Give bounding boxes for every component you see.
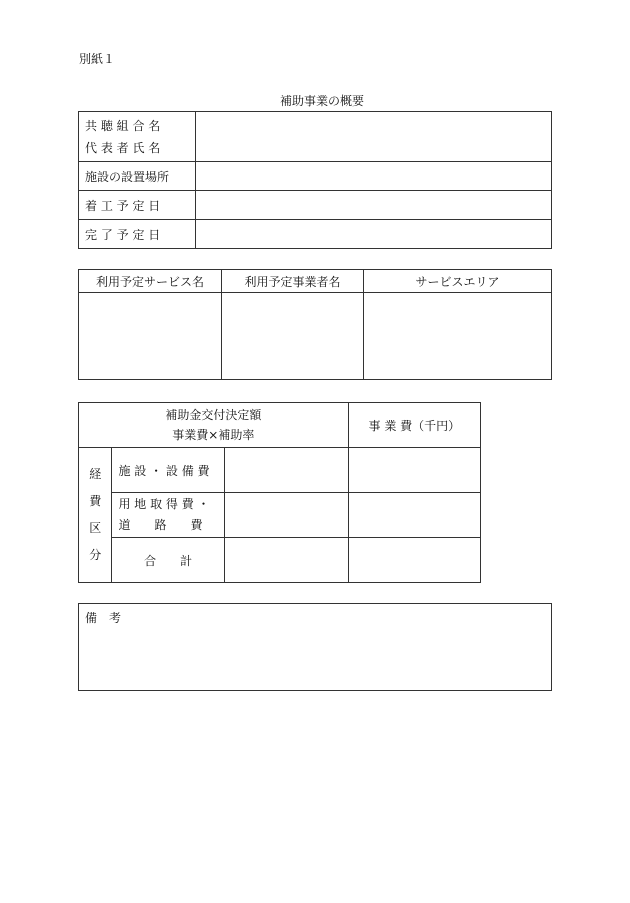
remarks-box[interactable]	[78, 603, 552, 691]
total-subsidy-value[interactable]	[224, 538, 348, 583]
land-subsidy-value[interactable]	[224, 493, 348, 538]
total-label: 合 計	[112, 538, 224, 583]
union-name-value[interactable]	[196, 112, 552, 162]
remarks-label: 備 考	[85, 611, 122, 625]
provider-name-value[interactable]	[222, 293, 364, 380]
category-char: 区	[89, 521, 102, 535]
completion-date-value[interactable]	[196, 220, 552, 249]
subsidy-header	[79, 403, 349, 448]
facility-location-label: 施設の設置場所	[79, 162, 196, 191]
page-title: 補助事業の概要	[280, 94, 365, 108]
category-char: 費	[89, 494, 102, 508]
representative-label: 代 表 者 氏 名	[85, 140, 161, 155]
category-char: 経	[89, 467, 102, 481]
service-area-header: サービスエリア	[364, 270, 552, 293]
label-cell-union	[79, 112, 196, 162]
service-area-value[interactable]	[364, 293, 552, 380]
subsidy-header-line2: 事業費×補助率	[172, 428, 255, 442]
land-cost-line2: 道 路 費	[118, 518, 203, 532]
provider-name-header: 利用予定事業者名	[222, 270, 364, 293]
category-cell	[79, 448, 112, 583]
facility-cost-label: 施 設 ・ 設 備 費	[112, 448, 224, 493]
service-name-value[interactable]	[79, 293, 222, 380]
facility-location-value[interactable]	[196, 162, 552, 191]
attachment-label: 別紙１	[79, 52, 116, 66]
overview-table	[78, 111, 552, 249]
facility-subsidy-value[interactable]	[224, 448, 348, 493]
service-table	[78, 269, 552, 380]
start-date-value[interactable]	[196, 191, 552, 220]
land-cost-value[interactable]	[348, 493, 480, 538]
land-cost-line1: 用 地 取 得 費 ・	[118, 497, 210, 511]
facility-cost-value[interactable]	[348, 448, 480, 493]
project-cost-header: 事 業 費（千円）	[348, 403, 480, 448]
category-char: 分	[89, 548, 102, 562]
subsidy-header-line1: 補助金交付決定額	[165, 408, 262, 422]
start-date-label: 着 工 予 定 日	[79, 191, 196, 220]
total-cost-value[interactable]	[348, 538, 480, 583]
service-name-header: 利用予定サービス名	[79, 270, 222, 293]
union-name-label: 共 聴 組 合 名	[85, 118, 161, 133]
completion-date-label: 完 了 予 定 日	[79, 220, 196, 249]
cost-table	[78, 402, 481, 583]
land-cost-label	[112, 493, 224, 538]
